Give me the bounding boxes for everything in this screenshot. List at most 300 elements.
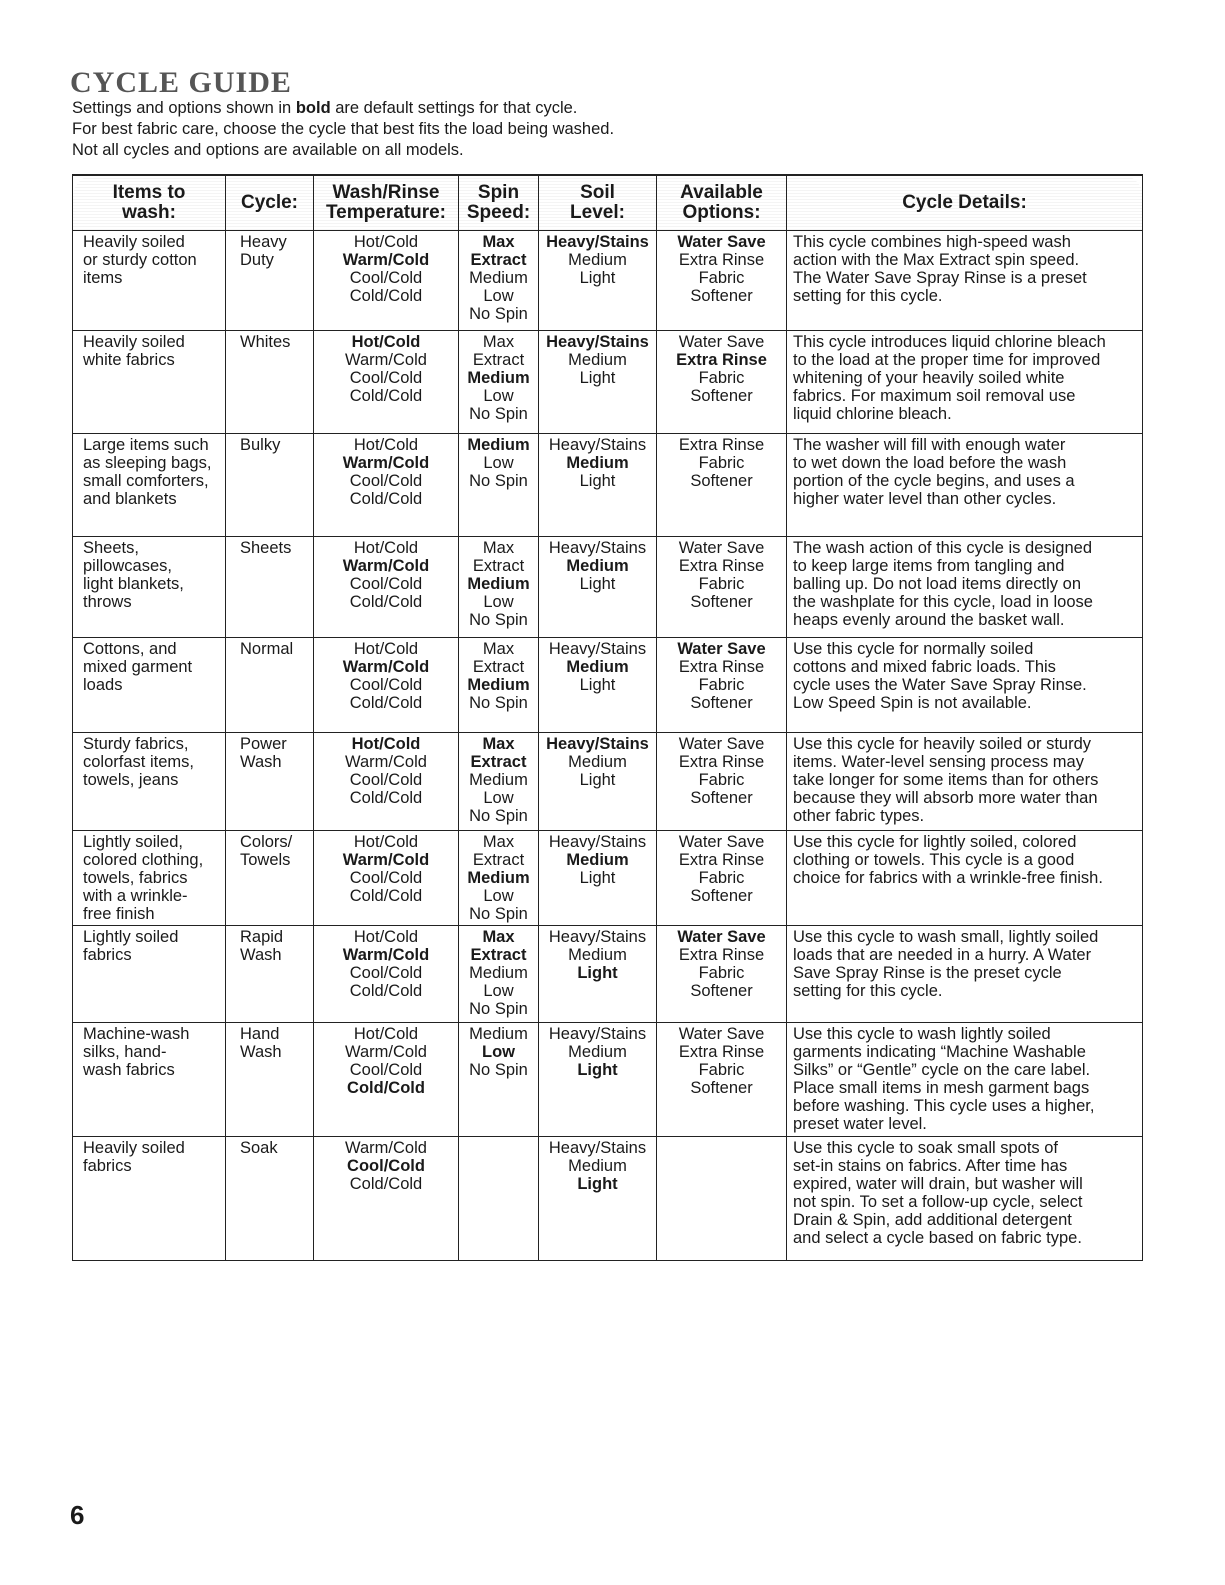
temperature-cell-default: Hot/Cold [351,735,421,753]
soil-cell-value: Medium [568,1043,627,1061]
temperature-cell-value: Cold/Cold [349,887,423,905]
temperature-cell-value: Cold/Cold [349,694,423,712]
spin-cell-value: Low [483,982,514,1000]
options-cell-value: Softener [690,1079,753,1097]
spin-cell-value: No Spin [469,694,528,712]
items-cell-line: Cottons, and [83,640,177,658]
items-cell-line: items [83,269,123,287]
temperature-cell-value: Cold/Cold [349,789,423,807]
soil-cell-default: Heavy/Stains [546,233,649,251]
soil-cell-value: Heavy/Stains [548,928,647,946]
spin-cell-value: No Spin [469,1061,528,1079]
items-cell-line: towels, jeans [83,771,179,789]
details-cell-line: action with the Max Extract spin speed. [793,251,1080,269]
options-cell-value: Extra Rinse [678,557,765,575]
temperature-cell-value: Warm/Cold [345,753,427,771]
temperature-cell [314,1023,459,1137]
soil-cell-value: Light [579,869,616,887]
items-cell [73,1023,226,1137]
details-cell-line: set-in stains on fabrics. After time has [793,1157,1068,1175]
soil-cell [539,733,657,831]
details-cell [787,831,1143,926]
temperature-cell [314,831,459,926]
details-cell-line: garments indicating “Machine Washable [793,1043,1086,1061]
options-cell-value: Softener [690,287,753,305]
details-cell-line: take longer for some items than for others [793,771,1099,789]
soil-cell-value: Heavy/Stains [548,1025,647,1043]
items-cell-line: pillowcases, [83,557,172,575]
details-cell [787,537,1143,638]
cycle-cell-line: Wash [240,946,282,964]
soil-cell-default: Medium [566,658,629,676]
soil-cell-value: Light [579,269,616,287]
details-cell-line: Use this cycle for normally soiled [793,640,1034,658]
temperature-cell [314,331,459,434]
soil-cell-default: Medium [566,557,629,575]
items-cell [73,733,226,831]
table-row [73,638,1143,733]
temperature-cell-value: Cool/Cold [349,964,423,982]
details-cell-line: liquid chlorine bleach. [793,405,952,423]
temperature-cell-default: Warm/Cold [342,658,430,676]
spin-cell [459,537,539,638]
details-cell [787,926,1143,1023]
items-cell-line: light blankets, [83,575,184,593]
table-row [73,733,1143,831]
soil-cell-value: Medium [568,1157,627,1175]
items-cell [73,831,226,926]
items-cell-line: or sturdy cotton [83,251,197,269]
details-cell-line: to keep large items from tangling and [793,557,1065,575]
items-cell-line: fabrics [83,1157,132,1175]
options-cell-value: Extra Rinse [678,1043,765,1061]
details-cell-line: clothing or towels. This cycle is a good [793,851,1075,869]
cycle-cell [226,331,314,434]
items-cell-line: Heavily soiled [83,233,185,251]
cycle-cell [226,537,314,638]
spin-cell-value: Extract [472,351,525,369]
spin-cell-value: Max [482,539,515,557]
details-cell-line: Silks” or “Gentle” cycle on the care label. [793,1061,1091,1079]
intro-line-1 [72,98,614,119]
options-cell-default: Water Save [677,233,766,251]
soil-cell [539,638,657,733]
soil-cell [539,831,657,926]
header-label: Temperature: [325,202,446,223]
temperature-cell-default: Warm/Cold [342,946,430,964]
details-cell-line: and select a cycle based on fabric type. [793,1229,1082,1247]
spin-cell [459,231,539,331]
temperature-cell-value: Cool/Cold [349,369,423,387]
items-cell-line: small comforters, [83,472,209,490]
header-label: wash: [122,202,176,223]
options-cell-value: Fabric [698,454,745,472]
details-cell-line: portion of the cycle begins, and uses a [793,472,1075,490]
items-cell-line: colorfast items, [83,753,194,771]
details-cell-line: other fabric types. [793,807,925,825]
items-cell-line: Large items such [83,436,209,454]
header-soil-level [539,175,657,231]
options-cell-value: Extra Rinse [678,851,765,869]
header-cycle-details [787,175,1143,231]
details-cell-line: Use this cycle for lightly soiled, colored [793,833,1077,851]
options-cell-value: Fabric [698,869,745,887]
header-label: Options: [682,202,761,223]
cycle-cell [226,831,314,926]
temperature-cell-value: Hot/Cold [353,640,419,658]
details-cell-line: not spin. To set a follow-up cycle, select [793,1193,1083,1211]
temperature-cell-value: Cold/Cold [349,1175,423,1193]
details-cell-line: before washing. This cycle uses a higher, [793,1097,1095,1115]
temperature-cell-value: Warm/Cold [345,1043,427,1061]
temperature-cell-default: Warm/Cold [342,557,430,575]
items-cell-line: throws [83,593,132,611]
temperature-cell-value: Cold/Cold [349,982,423,1000]
items-cell-line: with a wrinkle- [83,887,188,905]
header-label: Spin [477,182,520,203]
items-cell-line: silks, hand- [83,1043,167,1061]
options-cell-value: Water Save [678,1025,765,1043]
options-cell [657,1023,787,1137]
cycle-cell-line: Bulky [240,436,281,454]
temperature-cell-value: Hot/Cold [353,928,419,946]
spin-cell-default: Medium [467,575,530,593]
details-cell [787,733,1143,831]
options-cell [657,231,787,331]
spin-cell-default: Max [482,928,515,946]
soil-cell-value: Light [579,369,616,387]
spin-cell-value: No Spin [469,905,528,923]
items-cell-line: and blankets [83,490,177,508]
header-label: Items to [112,182,186,203]
options-cell [657,831,787,926]
cycle-cell-line: Soak [240,1139,278,1157]
spin-cell-default: Max [482,233,515,251]
soil-cell-value: Medium [568,351,627,369]
temperature-cell-value: Hot/Cold [353,233,419,251]
temperature-cell [314,1137,459,1261]
details-cell-line: cycle uses the Water Save Spray Rinse. [793,676,1087,694]
options-cell-default: Water Save [677,928,766,946]
header-label: Cycle Details: [902,192,1027,213]
temperature-cell-default: Cold/Cold [347,1079,425,1097]
cycle-cell [226,231,314,331]
header-label: Level: [570,202,625,223]
spin-cell-default: Extract [470,251,527,269]
options-cell-value: Extra Rinse [678,251,765,269]
cycle-cell [226,638,314,733]
temperature-cell-value: Cool/Cold [349,771,423,789]
intro-line-1-start: Settings and options shown in [72,99,296,117]
items-cell-line: as sleeping bags, [83,454,212,472]
details-cell-line: Use this cycle for heavily soiled or sturdy [793,735,1092,753]
cycle-cell-line: Duty [240,251,274,269]
spin-cell-value: Medium [469,269,528,287]
items-cell-line: fabrics [83,946,132,964]
spin-cell-value: No Spin [469,611,528,629]
soil-cell [539,331,657,434]
soil-cell [539,434,657,537]
soil-cell-value: Heavy/Stains [548,539,647,557]
items-cell-line: Heavily soiled [83,333,185,351]
cycle-cell-line: Power [240,735,287,753]
details-cell-line: to the load at the proper time for improved [793,351,1101,369]
details-cell-line: The wash action of this cycle is designed [793,539,1092,557]
details-cell [787,331,1143,434]
items-cell [73,537,226,638]
options-cell-value: Water Save [678,735,765,753]
soil-cell [539,1137,657,1261]
options-cell-value: Softener [690,472,753,490]
cycle-cell-line: Wash [240,1043,282,1061]
details-cell-line: whitening of your heavily soiled white [793,369,1065,387]
options-cell-value: Extra Rinse [678,658,765,676]
options-cell [657,926,787,1023]
items-cell-line: mixed garment [83,658,193,676]
soil-cell-value: Medium [568,251,627,269]
options-cell-value: Softener [690,387,753,405]
details-cell-line: because they will absorb more water than [793,789,1098,807]
details-cell-line: The washer will fill with enough water [793,436,1066,454]
spin-cell [459,331,539,434]
cycle-cell [226,1137,314,1261]
details-cell-line: heaps evenly around the basket wall. [793,611,1065,629]
details-cell-line: This cycle combines high-speed wash [793,233,1071,251]
options-cell-value: Fabric [698,269,745,287]
options-cell-value: Softener [690,593,753,611]
details-cell-line: cottons and mixed fabric loads. This [793,658,1056,676]
soil-cell-value: Light [579,575,616,593]
options-cell-value: Extra Rinse [678,946,765,964]
options-cell-value: Softener [690,694,753,712]
table-row [73,434,1143,537]
spin-cell-value: Medium [469,964,528,982]
table-row [73,331,1143,434]
spin-cell-value: Max [482,333,515,351]
items-cell-line: wash fabrics [83,1061,175,1079]
temperature-cell-value: Hot/Cold [353,436,419,454]
temperature-cell-value: Warm/Cold [345,351,427,369]
spin-cell [459,733,539,831]
table-row [73,1137,1143,1261]
temperature-cell-default: Warm/Cold [342,851,430,869]
cycle-cell-line: Heavy [240,233,287,251]
spin-cell-value: Extract [472,557,525,575]
header-items-to-wash [73,175,226,231]
options-cell-value: Softener [690,789,753,807]
details-cell [787,1137,1143,1261]
options-cell-value: Fabric [698,964,745,982]
spin-cell [459,1023,539,1137]
options-cell-default: Extra Rinse [676,351,767,369]
spin-cell-value: No Spin [469,1000,528,1018]
details-cell-line: higher water level than other cycles. [793,490,1057,508]
header-wash-rinse-temperature [314,175,459,231]
options-cell-value: Water Save [678,539,765,557]
soil-cell-value: Heavy/Stains [548,1139,647,1157]
intro-line-1-end: are default settings for that cycle. [330,99,578,117]
options-cell-value: Fabric [698,369,745,387]
cycle-cell-line: Colors/ [240,833,293,851]
options-cell-value: Fabric [698,1061,745,1079]
spin-cell-default: Extract [470,753,527,771]
details-cell-line: expired, water will drain, but washer will [793,1175,1083,1193]
spin-cell-default: Medium [467,869,530,887]
temperature-cell [314,537,459,638]
options-cell-value: Extra Rinse [678,436,765,454]
temperature-cell-value: Warm/Cold [345,1139,427,1157]
spin-cell [459,434,539,537]
header-available-options [657,175,787,231]
details-cell-line: items. Water-level sensing process may [793,753,1084,771]
details-cell-line: setting for this cycle. [793,982,943,1000]
header-label: Wash/Rinse [332,182,440,203]
spin-cell-default: Medium [467,676,530,694]
cycle-cell [226,926,314,1023]
soil-cell [539,926,657,1023]
items-cell-line: colored clothing, [83,851,204,869]
soil-cell-default: Medium [566,851,629,869]
intro-bold-word: bold [295,99,331,117]
options-cell [657,733,787,831]
spin-cell-value: Low [483,387,514,405]
details-cell-line: Save Spray Rinse is the preset cycle [793,964,1062,982]
items-cell [73,434,226,537]
items-cell-line: loads [83,676,123,694]
details-cell-line: Use this cycle to wash lightly soiled [793,1025,1051,1043]
options-cell-value: Softener [690,887,753,905]
soil-cell [539,231,657,331]
details-cell-line: setting for this cycle. [793,287,943,305]
details-cell-line: preset water level. [793,1115,927,1133]
options-cell [657,434,787,537]
cycle-cell-line: Towels [240,851,291,869]
options-cell-value: Extra Rinse [678,753,765,771]
cycle-cell-line: Normal [240,640,294,658]
temperature-cell [314,231,459,331]
details-cell-line: Low Speed Spin is not available. [793,694,1032,712]
cycle-guide-table [72,174,1143,1261]
temperature-cell [314,926,459,1023]
header-label: Available [680,182,763,203]
soil-cell-value: Light [579,472,616,490]
items-cell [73,331,226,434]
table-row [73,231,1143,331]
temperature-cell-value: Hot/Cold [353,833,419,851]
intro-text [72,98,614,161]
temperature-cell-value: Cool/Cold [349,1061,423,1079]
spin-cell-value: No Spin [469,472,528,490]
cycle-cell-line: Whites [240,333,291,351]
spin-cell-value: Low [483,287,514,305]
table-header-row [73,175,1143,231]
details-cell-line: Use this cycle to wash small, lightly soiled [793,928,1099,946]
temperature-cell-value: Cold/Cold [349,490,423,508]
items-cell [73,1137,226,1261]
spin-cell-value: No Spin [469,405,528,423]
cycle-cell-line: Rapid [240,928,284,946]
spin-cell-value: Medium [469,771,528,789]
temperature-cell-value: Cold/Cold [349,387,423,405]
spin-cell-default: Max [482,735,515,753]
details-cell-line: Use this cycle to soak small spots of [793,1139,1059,1157]
options-cell-value: Fabric [698,771,745,789]
cycle-cell [226,1023,314,1137]
items-cell [73,231,226,331]
options-cell-value: Water Save [678,333,765,351]
details-cell-line: Place small items in mesh garment bags [793,1079,1090,1097]
spin-cell-value: Low [483,789,514,807]
temperature-cell-value: Hot/Cold [353,539,419,557]
spin-cell-default: Extract [470,946,527,964]
spin-cell-value: No Spin [469,305,528,323]
spin-cell-value: No Spin [469,807,528,825]
soil-cell-default: Light [577,964,618,982]
details-cell [787,231,1143,331]
details-cell-line: the washplate for this cycle, load in loose [793,593,1093,611]
intro-line-2: For best fabric care, choose the cycle that best fits the load being washed. [72,120,615,138]
details-cell-line: The Water Save Spray Rinse is a preset [793,269,1087,287]
soil-cell [539,537,657,638]
spin-cell-value: Medium [469,1025,528,1043]
spin-cell-value: Max [482,640,515,658]
options-cell-value: Fabric [698,575,745,593]
temperature-cell-value: Hot/Cold [353,1025,419,1043]
items-cell-line: Machine-wash [83,1025,190,1043]
cycle-cell [226,434,314,537]
soil-cell-default: Light [577,1175,618,1193]
details-cell [787,638,1143,733]
spin-cell-value: Extract [472,658,525,676]
options-cell [657,1137,787,1261]
items-cell [73,638,226,733]
soil-cell-default: Heavy/Stains [546,333,649,351]
items-cell-line: Heavily soiled [83,1139,185,1157]
temperature-cell-value: Cool/Cold [349,269,423,287]
intro-line-3: Not all cycles and options are available on all models. [72,141,464,159]
table-body [73,231,1143,1261]
table-row [73,926,1143,1023]
cycle-cell-line: Hand [240,1025,280,1043]
options-cell [657,638,787,733]
page-title: CYCLE GUIDE [70,66,292,99]
temperature-cell-default: Warm/Cold [342,251,430,269]
temperature-cell [314,733,459,831]
page-number: 6 [70,1500,85,1530]
table-row [73,831,1143,926]
soil-cell-default: Light [577,1061,618,1079]
items-cell-line: white fabrics [83,351,175,369]
options-cell [657,537,787,638]
details-cell-line: This cycle introduces liquid chlorine bleach [793,333,1106,351]
spin-cell-default: Medium [467,436,530,454]
soil-cell-value: Medium [568,946,627,964]
details-cell-line: choice for fabrics with a wrinkle-free finish. [793,869,1103,887]
items-cell-line: Sheets, [83,539,139,557]
soil-cell-value: Medium [568,753,627,771]
cycle-cell-line: Sheets [240,539,292,557]
temperature-cell-value: Cool/Cold [349,676,423,694]
soil-cell-value: Heavy/Stains [548,833,647,851]
cycle-cell [226,733,314,831]
soil-cell-value: Heavy/Stains [548,436,647,454]
spin-cell [459,1137,539,1261]
items-cell-line: Sturdy fabrics, [83,735,189,753]
spin-cell-value: Extract [472,851,525,869]
details-cell-line: Drain & Spin, add additional detergent [793,1211,1072,1229]
soil-cell-value: Light [579,676,616,694]
items-cell-line: free finish [83,905,155,923]
